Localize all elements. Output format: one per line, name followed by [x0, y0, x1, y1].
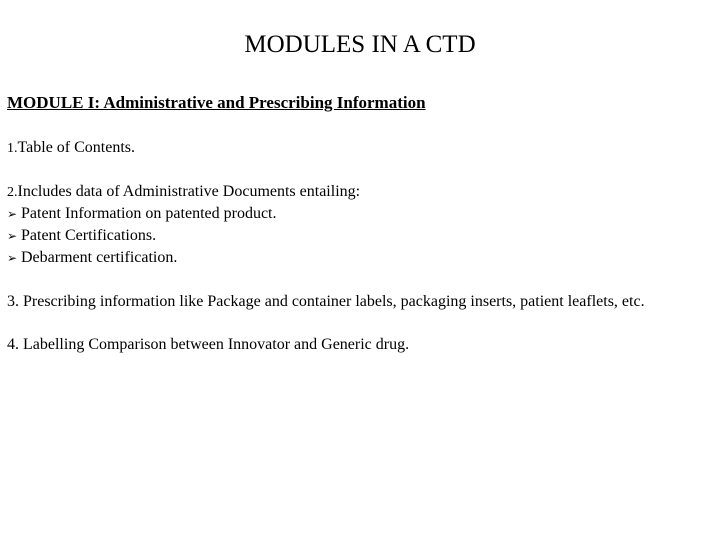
item-text: Prescribing information like Package and container labels, packaging inserts, patient leaflets, etc. — [23, 293, 645, 310]
item-number: 1. — [7, 141, 18, 156]
item-number: 2. — [7, 185, 18, 200]
sub-bullet-text: Debarment certification. — [21, 249, 178, 266]
sub-bullet — [7, 203, 707, 225]
slide-title: MODULES IN A CTD — [244, 31, 476, 58]
sub-bullet-text: Patent Certifications. — [21, 227, 157, 244]
list-item-1 — [7, 137, 707, 159]
list-item-2 — [7, 181, 707, 269]
sub-bullet-text: Patent Information on patented product. — [21, 205, 277, 222]
arrow-bullet-icon: ➢ — [7, 251, 18, 265]
item-text: Table of Contents. — [17, 139, 136, 156]
sub-bullet — [7, 225, 707, 247]
list-item-3 — [7, 291, 707, 312]
item-number: 4. — [7, 336, 19, 353]
item-text: Includes data of Administrative Documents entailing: — [17, 183, 361, 200]
sub-bullet — [7, 247, 707, 269]
arrow-bullet-icon: ➢ — [7, 229, 18, 243]
slide-body — [7, 92, 707, 377]
arrow-bullet-icon: ➢ — [7, 207, 18, 221]
list-item-4 — [7, 334, 707, 355]
item-number: 3. — [7, 293, 19, 310]
item-text: Labelling Comparison between Innovator and Generic drug. — [23, 336, 410, 353]
module-heading: MODULE I: Administrative and Prescribing Information — [7, 93, 426, 112]
